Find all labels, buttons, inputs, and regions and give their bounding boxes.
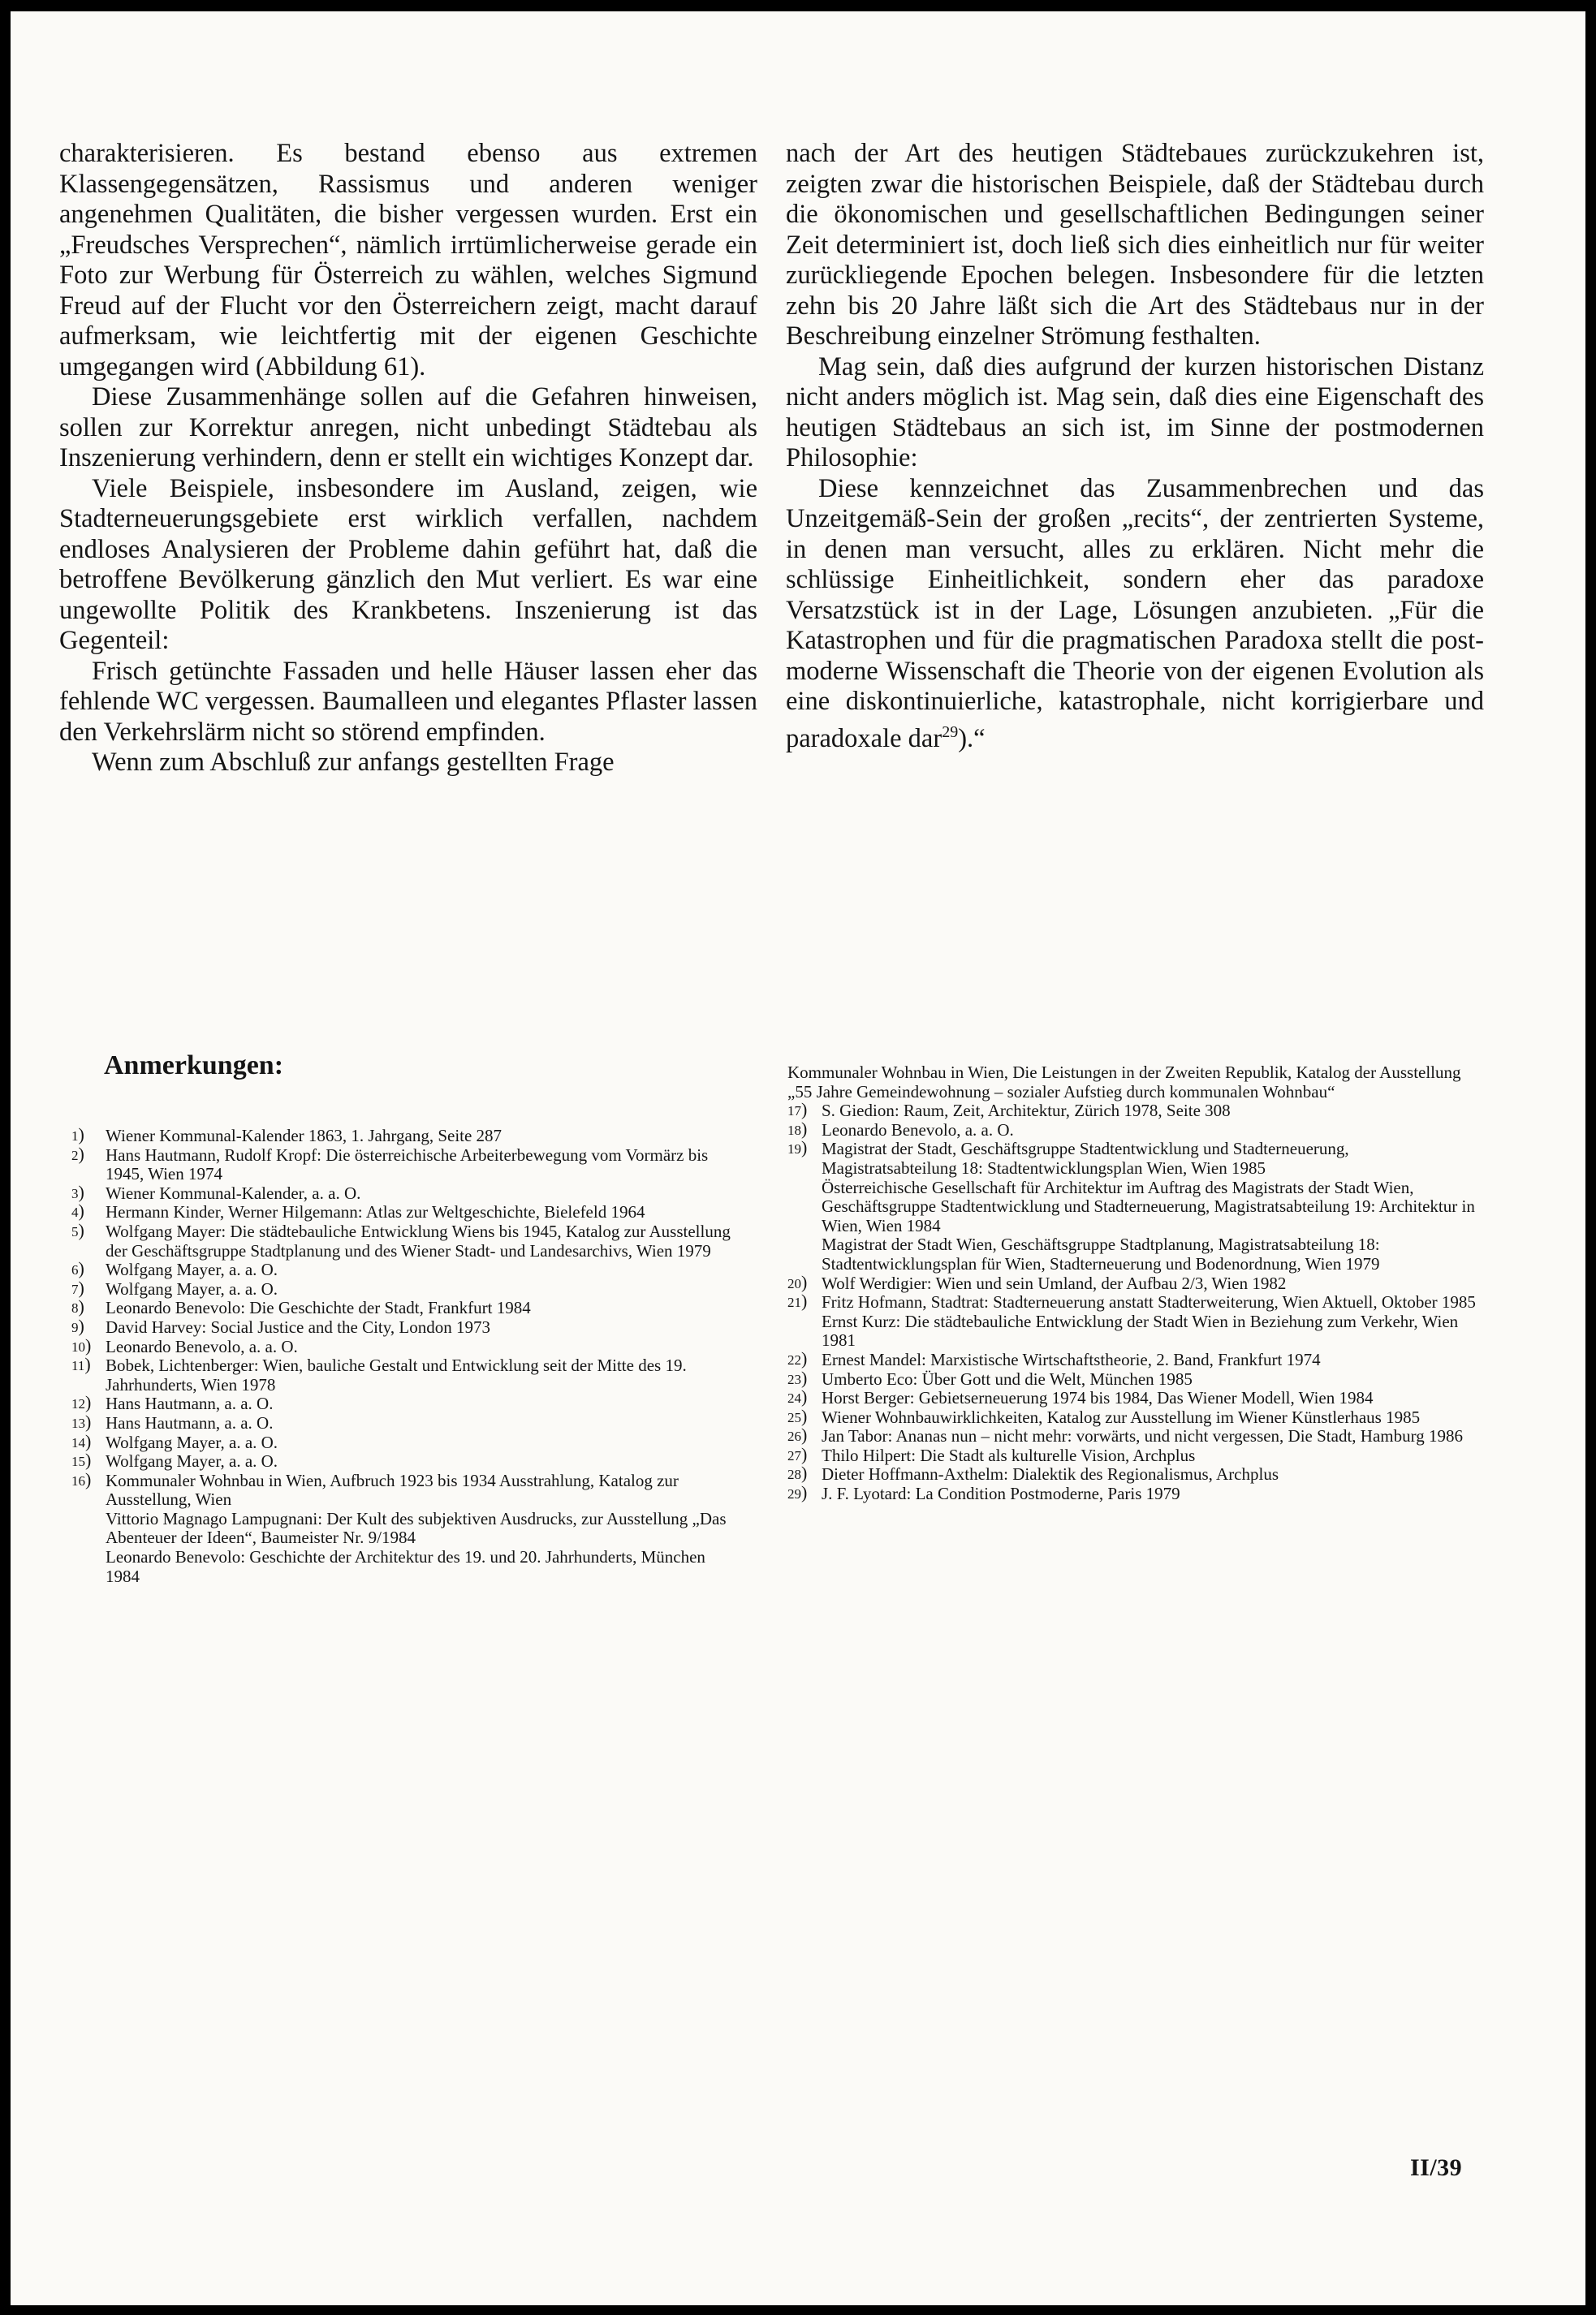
footnote-text: Wiener Kommunal-Kalender 1863, 1. Jahrgang, Seite 287	[106, 1126, 503, 1145]
footnote-text: Thilo Hilpert: Die Stadt als kulturelle Vision, Archplus	[822, 1445, 1196, 1465]
footnote-text: Horst Berger: Gebietserneuerung 1974 bis 1984, Das Wiener Modell, Wien 1984	[822, 1388, 1374, 1408]
footnote-number: 26 )	[787, 1427, 807, 1445]
footnote-text: Leonardo Benevolo, a. a. O.	[106, 1336, 298, 1356]
footnote-text: Bobek, Lichtenberger: Wien, bauliche Gestalt und Entwicklung seit der Mitte des 19. Jahrhunderts, Wien 1978	[106, 1356, 687, 1395]
paragraph: Frisch getünchte Fassaden und helle Häuser lassen eher das fehlende WC vergessen. Baumalleen und elegantes Pflaster lassen den Verkehrslärm nicht so störend empfinden.	[59, 656, 757, 747]
footnote-text: Jan Tabor: Ananas nun – nicht mehr: vorwärts, und nicht vergessen, Die Stadt, Hamburg 1986	[822, 1426, 1463, 1446]
footnote-number: 19 )	[787, 1140, 807, 1158]
footnote-item	[787, 1370, 1484, 1390]
footnote-text: Magistrat der Stadt, Geschäftsgruppe Stadtentwicklung und Stadterneuerung, Magistratsabteilung 18: Stadtentwicklungsplan Wien, Wien 1985	[822, 1139, 1349, 1178]
footnote-text: Umberto Eco: Über Gott und die Welt, München 1985	[822, 1369, 1193, 1389]
notes-heading: Anmerkungen:	[104, 1050, 284, 1080]
paragraph: nach der Art des heutigen Städtebaues zurückzukehren ist, zeigten zwar die historischen Beispiele, daß der Städtebau durch die ökonomischen und gesellschaftlichen Bedingungen seiner Zeit determiniert ist, doch ließ sich dies einheitlich nur für weiter zurückliegende Epochen belegen. Insbesondere für die letzten zehn bis 20 Jahre läßt sich die Art des Städtebaus nur in der Beschreibung einzelner Strömung festhalten.	[786, 139, 1484, 351]
footnote-text: Hans Hautmann, a. a. O.	[106, 1412, 274, 1433]
footnote-number: 7 )	[71, 1280, 84, 1298]
footnote-number: 8 )	[71, 1299, 84, 1317]
footnote-text: Hans Hautmann, a. a. O.	[106, 1394, 274, 1414]
footnote-item	[787, 1293, 1484, 1351]
footnote-text: Leonardo Benevolo: Die Geschichte der Stadt, Frankfurt 1984	[106, 1298, 531, 1318]
footnote-item	[787, 1121, 1484, 1140]
footnote-item	[71, 1299, 737, 1318]
footnote-number: 4 )	[71, 1203, 84, 1221]
footnote-item	[71, 1395, 737, 1414]
footnote-number: 10 )	[71, 1338, 91, 1356]
footnote-number: 25 )	[787, 1408, 807, 1426]
footnote-text: Hermann Kinder, Werner Hilgemann: Atlas zur Weltgeschichte, Bielefeld 1964	[106, 1202, 645, 1222]
footnote-item	[71, 1222, 737, 1261]
paragraph: Diese Zusammenhänge sollen auf die Gefahren hinweisen, sollen zur Korrektur anregen, nicht unbedingt Städtebau als Inszenierung verhindern, denn er stellt ein wichtiges Konzept dar.	[59, 382, 757, 472]
footnote-item	[71, 1338, 737, 1357]
footnote-text: Leonardo Benevolo: Geschichte der Architektur des 19. und 20. Jahrhunderts, München 1984	[106, 1547, 705, 1586]
footnote-continuation: Kommunaler Wohnbau in Wien, Die Leistungen in der Zweiten Republik, Katalog der Ausstellung „55 Jahre Gemeindewohnung – sozialer Aufstieg durch kommunalen Wohnbau“	[787, 1063, 1461, 1101]
paragraph: Mag sein, daß dies aufgrund der kurzen historischen Distanz nicht anders möglich ist. Mag sein, daß dies eine Eigenschaft des heutigen Städtebaus an sich ist, im Sinne der postmodernen Philosophie:	[786, 351, 1484, 472]
footnote-number: 20 )	[787, 1274, 807, 1292]
footnote-item	[787, 1465, 1484, 1485]
footnote-item	[71, 1356, 737, 1395]
footnote-item	[787, 1446, 1484, 1466]
footnote-number: 14 )	[71, 1433, 91, 1451]
footnote-text: Wolfgang Mayer, a. a. O.	[106, 1432, 278, 1452]
page-number: II/39	[1410, 2154, 1463, 2181]
footnote-item	[71, 1184, 737, 1204]
paragraph: charakterisieren. Es bestand ebenso aus extremen Klassengegensätzen, Rassismus und anderen weniger angenehmen Qualitäten, die bisher vergessen wurden. Erst ein „Freudsches Versprechen“, nämlich irrtümlicherweise gerade ein Foto zur Werbung für Österreich zu wählen, welches Sigmund Freud auf der Flucht vor den Österreichern zeigt, macht darauf aufmerksam, wie leichtfertig mit der eigenen Geschichte umgegangen wird (Abbildung 61).	[59, 139, 757, 382]
footnote-text: Wolfgang Mayer, a. a. O.	[106, 1451, 278, 1472]
paragraph	[786, 474, 1484, 754]
footnote-number: 12 )	[71, 1395, 91, 1412]
footnote-text: Ernest Mandel: Marxistische Wirtschaftstheorie, 2. Band, Frankfurt 1974	[822, 1349, 1321, 1369]
footnote-text: Österreichische Gesellschaft für Architektur im Auftrag des Magistrats der Stadt Wien, Geschäftsgruppe Stadtentwicklung und Stadterneuerung, Magistratsabteilung 19: Architektur in Wien, Wien 1984	[822, 1177, 1475, 1235]
footnote-text: Magistrat der Stadt Wien, Geschäftsgruppe Stadtplanung, Magistratsabteilung 18: Stadtentwicklungsplan für Wien, Stadterneuerung und Bodenordnung, Wien 1979	[822, 1235, 1380, 1274]
footnote-number: 24 )	[787, 1389, 807, 1407]
footnote-text: Kommunaler Wohnbau in Wien, Aufbruch 1923 bis 1934 Ausstrahlung, Katalog zur Ausstellung, Wien	[106, 1470, 679, 1510]
document-page	[11, 11, 1585, 2305]
footnote-number: 29 )	[787, 1485, 807, 1502]
footnote-text: Wolfgang Mayer, a. a. O.	[106, 1278, 278, 1299]
footnote-item	[71, 1203, 737, 1222]
footnote-item	[71, 1280, 737, 1300]
footnote-item	[787, 1101, 1484, 1121]
footnote-number: 21 )	[787, 1293, 807, 1311]
footnote-number: 27 )	[787, 1446, 807, 1464]
left-text-column	[59, 139, 757, 778]
footnote-text: David Harvey: Social Justice and the City, London 1973	[106, 1317, 490, 1337]
footnote-text: Dieter Hoffmann-Axthelm: Dialektik des Regionalismus, Archplus	[822, 1464, 1279, 1485]
quote-end: ).“	[958, 723, 986, 753]
footnote-item	[71, 1146, 737, 1184]
footnote-number: 15 )	[71, 1452, 91, 1470]
footnote-number: 6 )	[71, 1261, 84, 1278]
footnote-text: J. F. Lyotard: La Condition Postmoderne, Paris 1979	[822, 1484, 1180, 1504]
footnote-number: 22 )	[787, 1351, 807, 1369]
footnote-text: Wiener Wohnbauwirklichkeiten, Katalog zur Ausstellung im Wiener Künstlerhaus 1985	[822, 1407, 1421, 1427]
footnote-item	[787, 1140, 1484, 1274]
footnote-text: S. Giedion: Raum, Zeit, Architektur, Zürich 1978, Seite 308	[822, 1101, 1231, 1121]
footnote-item	[71, 1261, 737, 1280]
footnote-text: Wolf Werdigier: Wien und sein Umland, der Aufbau 2/3, Wien 1982	[822, 1273, 1287, 1293]
footnotes-left	[71, 1127, 737, 1586]
footnote-item	[787, 1351, 1484, 1370]
footnote-number: 5 )	[71, 1222, 84, 1240]
footnote-text: Wolfgang Mayer, a. a. O.	[106, 1260, 278, 1280]
footnote-number: 23 )	[787, 1370, 807, 1388]
footnote-number: 18 )	[787, 1121, 807, 1139]
paragraph: Viele Beispiele, insbesondere im Ausland, zeigen, wie Stadterneuerungsgebiete erst wirklich verfallen, nachdem endloses Analysieren der Probleme dahin geführt hat, daß die betroffene Bevölkerung gänzlich den Mut verliert. Es war eine ungewollte Politik des Krankbetens. Inszenierung ist das Gegenteil:	[59, 473, 757, 655]
quote-text: Diese kennzeichnet das Zusammenbrechen und das Unzeitgemäß-Sein der großen „recits“, der zentrierten Systeme, in denen man versucht, alles zu erklären. Nicht mehr die schlüssige Einheitlichkeit, sondern eher das paradoxe Versatzstück ist in der Lage, Lösungen anzubieten. „Für die Katastrophen und für die pragmatischen Paradoxa stellt die postmoderne Wissenschaft die Theorie von der eigenen Evolution als eine diskontinuierliche, katastrophale, nicht korrigierbare und paradoxale dar	[786, 473, 1484, 753]
right-text-column	[786, 139, 1484, 754]
footnote-number: 17 )	[787, 1101, 807, 1119]
footnote-item	[71, 1127, 737, 1146]
footnote-item	[71, 1433, 737, 1453]
footnote-item	[71, 1414, 737, 1433]
footnote-number: 11 )	[71, 1356, 91, 1374]
footnote-number: 9 )	[71, 1318, 84, 1336]
footnote-item	[787, 1389, 1484, 1408]
footnote-item	[71, 1452, 737, 1472]
footnote-item	[71, 1472, 737, 1587]
footnote-text: Fritz Hofmann, Stadtrat: Stadterneuerung anstatt Stadterweiterung, Wien Aktuell, Oktober 1985	[822, 1292, 1476, 1313]
footnote-text: Hans Hautmann, Rudolf Kropf: Die österreichische Arbeiterbewegung vom Vormärz bis 1945, Wien 1974	[106, 1145, 709, 1184]
footnote-item	[71, 1318, 737, 1338]
footnote-item	[787, 1274, 1484, 1294]
footnote-number: 1 )	[71, 1127, 84, 1145]
paragraph: Wenn zum Abschluß zur anfangs gestellten Frage	[92, 748, 615, 777]
footnotes-right	[787, 1063, 1484, 1504]
footnote-number: 13 )	[71, 1414, 91, 1432]
footnote-item	[787, 1408, 1484, 1428]
footnote-text: Wiener Kommunal-Kalender, a. a. O.	[106, 1183, 361, 1203]
footnote-item	[787, 1485, 1484, 1504]
footnote-number: 3 )	[71, 1184, 84, 1202]
footnote-item	[787, 1427, 1484, 1446]
footnote-text: Leonardo Benevolo, a. a. O.	[822, 1119, 1014, 1140]
footnote-number: 16 )	[71, 1472, 91, 1489]
footnote-number: 28 )	[787, 1465, 807, 1483]
footnote-text: Vittorio Magnago Lampugnani: Der Kult des subjektiven Ausdrucks, zur Ausstellung „Das Abenteuer der Ideen“, Baumeister Nr. 9/1984	[106, 1508, 727, 1548]
footnote-text: Wolfgang Mayer: Die städtebauliche Entwicklung Wiens bis 1945, Katalog zur Ausstellung der Geschäftsgruppe Stadtplanung und des Wiener Stadt- und Landesarchivs, Wien 1979	[106, 1221, 731, 1261]
footnote-text: Ernst Kurz: Die städtebauliche Entwicklung der Stadt Wien in Beziehung zum Verkehr, Wien 1981	[822, 1311, 1459, 1351]
footnote-number: 2 )	[71, 1146, 84, 1164]
footnote-reference: 29	[942, 722, 959, 741]
